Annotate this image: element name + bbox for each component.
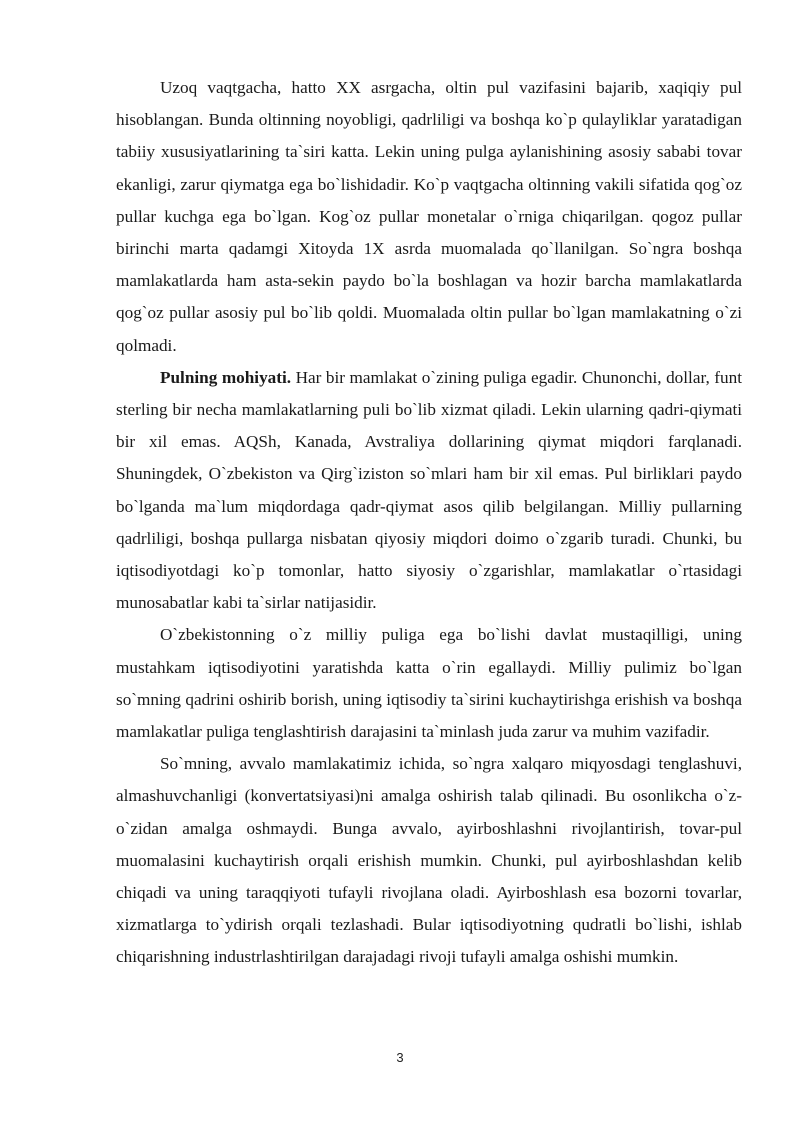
paragraph-4	[116, 748, 742, 973]
paragraph-1	[116, 72, 742, 362]
paragraph-1-text: Uzoq vaqtgacha, hatto XX asrgacha, oltin pul vazifasini bajarib, xaqiqiy pul hisoblangan. Bunda oltinning noyobligi, qadrliligi va boshqa ko`p qulayliklar yaratadigan tabiiy xususiyatlarining ta`siri katta. Lekin uning pulga aylanishining asosiy sababi tovar ekanligi, zarur qiymatga ega bo`lishidadir. Ko`p vaqtgacha oltinning vakili sifatida qog`oz pullar kuchga ega bo`lgan. Kog`oz pullar monetalar o`rniga chiqarilgan. qogoz pullar birinchi marta qadamgi Xitoyda 1X asrda muomalada qo`llanilgan. So`ngra boshqa mamlakatlarda ham asta-sekin paydo bo`la boshlagan va hozir barcha mamlakatlarda qog`oz pullar asosiy pul bo`lib qoldi. Muomalada oltin pullar bo`lgan mamlakatning o`zi qolmadi.	[116, 78, 742, 355]
page-number: 3	[396, 1050, 404, 1065]
paragraph-2-text: Har bir mamlakat o`zining puliga egadir. Chunonchi, dollar, funt sterling bir necha mamlakatlarning puli bo`lib xizmat qiladi. Lekin ularning qadri-qiymati bir xil emas. AQSh, Kanada, Avstraliya dollarining qiymat miqdori farqlanadi. Shuningdek, O`zbekiston va Qirg`iziston so`mlari ham bir xil emas. Pul birliklari paydo bo`lganda ma`lum miqdordaga qadr-qiymat asos qilib belgilangan. Milliy pullarning qadrliligi, boshqa pullarga nisbatan qiyosiy miqdori doimo o`zgarib turadi. Chunki, bu iqtisodiyotdagi ko`p tomonlar, hatto siyosiy o`zgarishlar, mamlakatlar o`rtasidagi munosabatlar kabi ta`sirlar natijasidir.	[116, 367, 742, 613]
paragraph-4-text: So`mning, avvalo mamlakatimiz ichida, so`ngra xalqaro miqyosdagi tenglashuvi, almashuvchanligi (konvertatsiyasi)ni amalga oshirish talab qilinadi. Bu osonlikcha o`z-o`zidan amalga oshmaydi. Bunga avvalo, ayirboshlashni rivojlantirish, tovar-pul muomalasini kuchaytirish orqali erishish mumkin. Chunki, pul ayirboshlashdan kelib chiqadi va uning taraqqiyoti tufayli rivojlana oladi. Ayirboshlash esa bozorni tovarlar, xizmatlarga to`ydirish orqali tezlashadi. Bular iqtisodiyotning qudratli bo`lishi, ishlab chiqarishning industrlashtirilgan darajadagi rivoji tufayli amalga oshishi mumkin.	[116, 754, 742, 967]
paragraph-3-text: O`zbekistonning o`z milliy puliga ega bo`lishi davlat mustaqilligi, uning mustahkam iqtisodiyotini yaratishda katta o`rin egallaydi. Milliy pulimiz bo`lgan so`mning qadrini oshirib borish, uning iqtisodiy ta`sirini kuchaytirishga erishish va boshqa mamlakatlar puliga tenglashtirish darajasini ta`minlash juda zarur va muhim vazifadir.	[116, 625, 742, 742]
section-heading: Pulning mohiyati.	[160, 367, 292, 387]
document-body	[116, 72, 742, 974]
paragraph-2	[116, 362, 742, 620]
paragraph-3	[116, 619, 742, 748]
